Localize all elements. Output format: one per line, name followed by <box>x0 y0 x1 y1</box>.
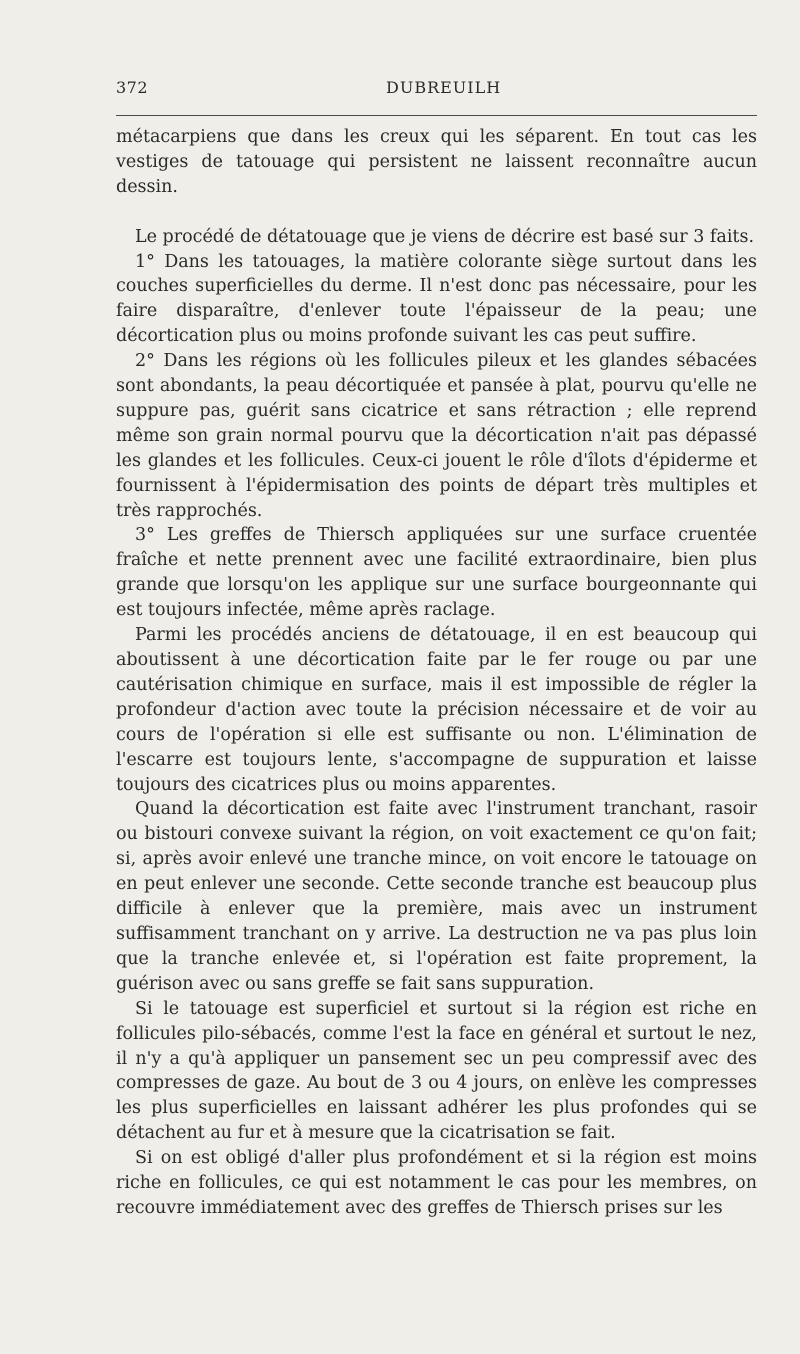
paragraph: 3° Les greffes de Thiersch appliquées sur une surface cruentée fraîche et nette prennent avec une facilité extraordinaire, bien plus grande que lorsqu'on les applique sur une surface bourgeonnante qui est toujours infectée, même après raclage. <box>116 525 757 621</box>
paragraph: Si on est obligé d'aller plus profondément et si la région est moins riche en follicules, ce qui est notamment le cas pour les membres, on recouvre immédiatement avec des greffes de Thiersch prises sur les <box>116 1148 757 1218</box>
paragraph-continued: métacarpiens que dans les creux qui les séparent. En tout cas les vestiges de tatouage qui persistent ne laissent reconnaître aucun dessin. <box>116 127 757 197</box>
header-rule <box>116 115 757 116</box>
page-header <box>116 78 757 102</box>
running-title: DUBREUILH <box>386 78 502 97</box>
paragraph: 1° Dans les tatouages, la matière colorante siège surtout dans les couches superficielles du derme. Il n'est donc pas nécessaire, pour les faire disparaître, d'enlever toute l'épaisseur de la peau; une décortication plus ou moins profonde suivant les cas peut suffire. <box>116 251 757 347</box>
body-text <box>116 125 757 1221</box>
paragraph: Le procédé de détatouage que je viens de décrire est basé sur 3 faits. <box>135 226 755 247</box>
paragraph: Si le tatouage est superficiel et surtout si la région est riche en follicules pilo-sébacés, comme l'est la face en général et surtout le nez, il n'y a qu'à appliquer un pansement sec un peu compressif avec des compresses de gaze. Au bout de 3 ou 4 jours, on enlève les compresses les plus superficielles en laissant adhérer les plus profondes qui se détachent au fur et à mesure que la cicatrisation se fait. <box>116 998 757 1144</box>
page-number: 372 <box>116 78 149 97</box>
paragraph: Parmi les procédés anciens de détatouage, il en est beaucoup qui aboutissent à une décortication faite par le fer rouge ou par une cautérisation chimique en surface, mais il est impossible de régler la profondeur d'action avec toute la précision nécessaire et de voir au cours de l'opération si elle est suffisante ou non. L'élimination de l'escarre est toujours lente, s'accompagne de suppuration et laisse toujours des cicatrices plus ou moins apparentes. <box>116 625 757 795</box>
paragraph: 2° Dans les régions où les follicules pileux et les glandes sébacées sont abondants, la peau décortiquée et pansée à plat, pourvu qu'elle ne suppure pas, guérit sans cicatrice et sans rétraction ; elle reprend même son grain normal pourvu que la décortication n'ait pas dépassé les glandes et les follicules. Ceux-ci jouent le rôle d'îlots d'épiderme et fournissent à l'épidermisation des points de départ très multiples et très rapprochés. <box>116 351 757 521</box>
paragraph: Quand la décortication est faite avec l'instrument tranchant, rasoir ou bistouri convexe suivant la région, on voit exactement ce qu'on fait; si, après avoir enlevé une tranche mince, on voit encore le tatouage on en peut enlever une seconde. Cette seconde tranche est beaucoup plus difficile à enlever que la première, mais avec un instrument suffisamment tranchant on y arrive. La destruction ne va pas plus loin que la tranche enlevée et, si l'opération est faite proprement, la guérison avec ou sans greffe se fait sans suppuration. <box>116 799 757 994</box>
